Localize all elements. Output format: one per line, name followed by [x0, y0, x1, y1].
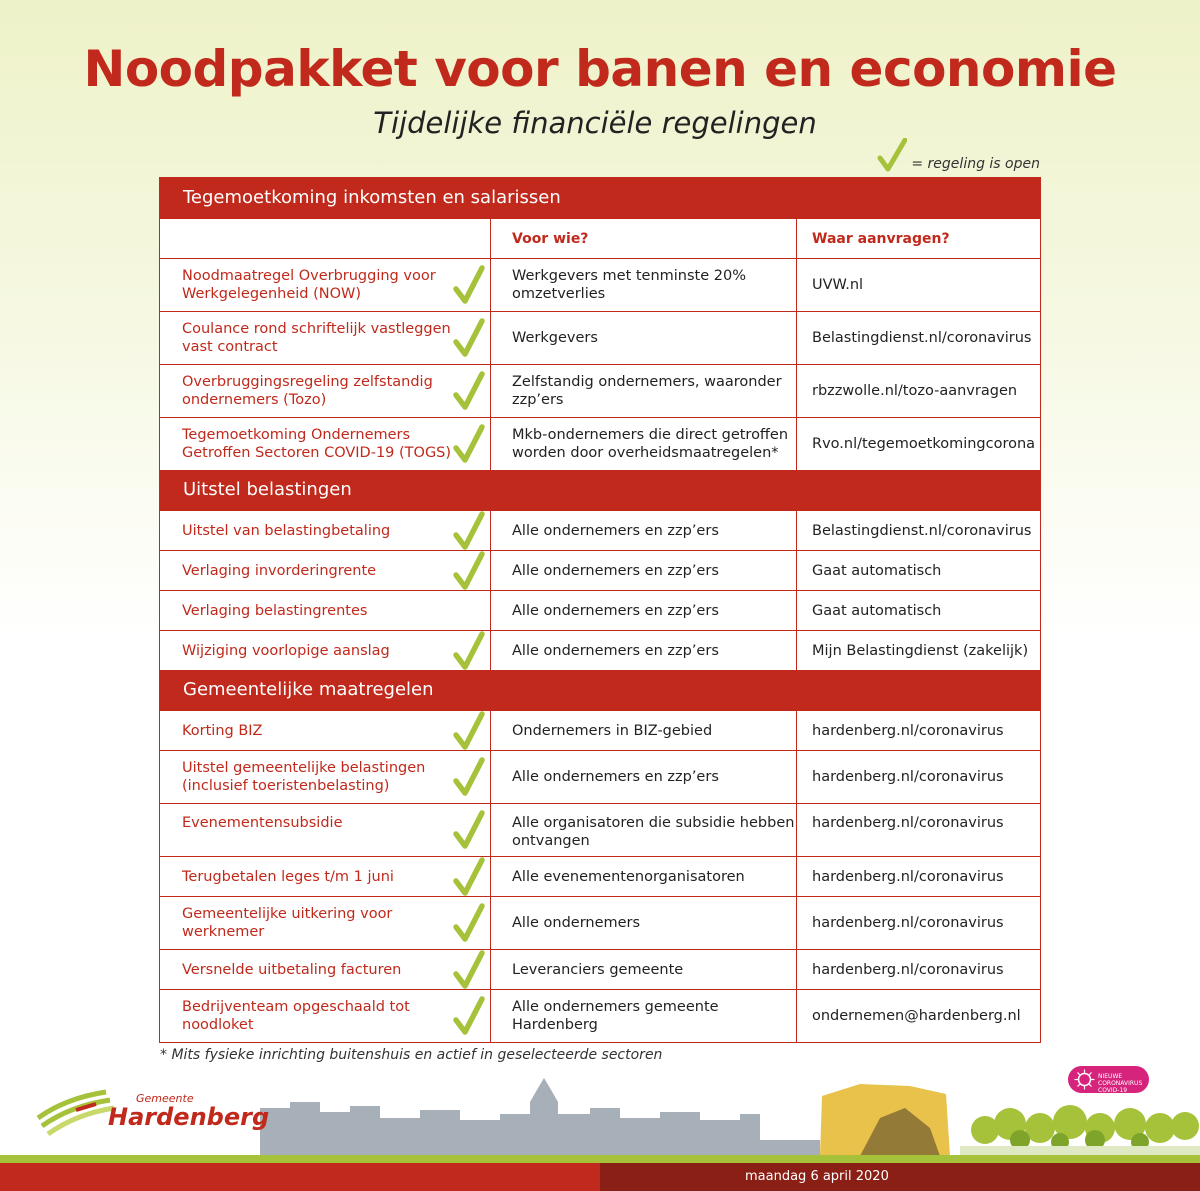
check-icon — [452, 995, 486, 1037]
voor-wie-cell: Alle ondernemers en zzp’ers — [491, 751, 797, 803]
voor-wie-cell: Leveranciers gemeente — [491, 950, 797, 989]
voor-wie-cell: Alle ondernemers — [491, 897, 797, 949]
table-row — [160, 590, 1040, 630]
regeling-cell — [160, 804, 491, 856]
badge-line1: NIEUWE — [1098, 1073, 1123, 1080]
table-row — [160, 803, 1040, 856]
table-row — [160, 550, 1040, 590]
regeling-name: Uitstel van belastingbetaling — [182, 522, 391, 539]
check-icon — [452, 510, 486, 552]
regeling-name: Wijziging voorlopige aanslag — [182, 642, 390, 659]
regeling-cell — [160, 990, 491, 1042]
page-title: Noodpakket voor banen en economie — [83, 40, 1117, 98]
voor-wie-cell: Werkgevers met tenminste 20% omzetverlies — [491, 259, 797, 311]
virus-icon — [1074, 1069, 1095, 1090]
table-row — [160, 417, 1040, 470]
check-icon — [452, 902, 486, 944]
regeling-cell — [160, 857, 491, 896]
regeling-cell — [160, 511, 491, 550]
voor-wie-cell: Alle ondernemers en zzp’ers — [491, 511, 797, 550]
regeling-cell — [160, 259, 491, 311]
regeling-name: Verlaging invorderingrente — [182, 562, 377, 579]
coronavirus-badge — [1068, 1066, 1149, 1093]
voor-wie-cell: Alle organisatoren die subsidie hebben ontvangen — [491, 804, 797, 856]
voor-wie-cell: Alle ondernemers en zzp’ers — [491, 551, 797, 590]
publication-date: maandag 6 april 2020 — [600, 1163, 1200, 1191]
voor-wie-cell: Ondernemers in BIZ-gebied — [491, 711, 797, 750]
voor-wie-cell: Alle evenementenorganisatoren — [491, 857, 797, 896]
regeling-cell — [160, 897, 491, 949]
table-row — [160, 896, 1040, 949]
voor-wie-cell: Alle ondernemers en zzp’ers — [491, 591, 797, 630]
table-row — [160, 856, 1040, 896]
check-icon — [452, 317, 486, 359]
section-header: Tegemoetkoming inkomsten en salarissen — [160, 178, 1040, 218]
hardenberg-logo — [36, 1088, 270, 1138]
waar-aanvragen-cell: hardenberg.nl/coronavirus — [812, 868, 1004, 885]
column-header-voor-wie: Voor wie? — [491, 219, 797, 258]
table-row — [160, 311, 1040, 364]
column-header-regeling — [160, 219, 491, 258]
regeling-name: Terugbetalen leges t/m 1 juni — [182, 868, 394, 885]
section-header: Gemeentelijke maatregelen — [160, 670, 1040, 710]
badge-line2: CORONAVIRUS — [1098, 1080, 1143, 1087]
regeling-cell — [160, 365, 491, 417]
regeling-cell — [160, 591, 491, 630]
footnote: * Mits fysieke inrichting buitenshuis en actief in geselecteerde sectoren — [160, 1047, 663, 1063]
waar-aanvragen-cell: hardenberg.nl/coronavirus — [812, 815, 1004, 831]
voor-wie-cell: Alle ondernemers gemeente Hardenberg — [491, 990, 797, 1042]
table-row — [160, 630, 1040, 670]
regeling-name: Overbruggingsregeling zelfstandig ondernemers (Tozo) — [182, 374, 433, 408]
check-icon — [452, 809, 486, 851]
regeling-cell — [160, 751, 491, 803]
regeling-name: Uitstel gemeentelijke belastingen (inclusief toeristenbelasting) — [182, 760, 426, 794]
check-icon — [452, 756, 486, 798]
regeling-name: Coulance rond schriftelijk vastleggen vast contract — [182, 321, 451, 355]
regeling-name: Verlaging belastingrentes — [182, 602, 368, 619]
column-header-waar: Waar aanvragen? — [812, 230, 950, 247]
badge-line3: COVID-19 — [1098, 1087, 1128, 1094]
check-icon — [452, 856, 486, 898]
waar-aanvragen-cell: Rvo.nl/tegemoetkomingcorona — [812, 436, 1036, 452]
logo-line1: Gemeente — [136, 1092, 194, 1105]
regeling-name: Noodmaatregel Overbrugging voor Werkgelegenheid (NOW) — [182, 268, 436, 302]
regeling-cell — [160, 312, 491, 364]
regeling-name: Korting BIZ — [182, 722, 263, 739]
check-icon — [452, 630, 486, 672]
regeling-name: Gemeentelijke uitkering voor werknemer — [182, 906, 393, 940]
voor-wie-cell: Mkb-ondernemers die direct getroffen worden door overheidsmaatregelen* — [491, 418, 797, 470]
regeling-cell — [160, 551, 491, 590]
waar-aanvragen-cell: Belastingdienst.nl/coronavirus — [812, 330, 1032, 346]
table-row — [160, 510, 1040, 550]
regeling-cell — [160, 950, 491, 989]
table-row — [160, 949, 1040, 989]
check-icon — [452, 370, 486, 412]
regeling-cell — [160, 711, 491, 750]
regeling-cell — [160, 631, 491, 670]
waar-aanvragen-cell: hardenberg.nl/coronavirus — [812, 722, 1004, 739]
check-icon — [452, 264, 486, 306]
logo-fields-icon — [36, 1088, 116, 1138]
table-row — [160, 364, 1040, 417]
table-row — [160, 989, 1040, 1042]
section-header: Uitstel belastingen — [160, 470, 1040, 510]
legend-text: = regeling is open — [911, 156, 1040, 172]
waar-aanvragen-cell: Mijn Belastingdienst (zakelijk) — [812, 642, 1029, 659]
waar-aanvragen-cell: Belastingdienst.nl/coronavirus — [812, 522, 1032, 539]
table-row — [160, 258, 1040, 311]
waar-aanvragen-cell: ondernemen@hardenberg.nl — [812, 1008, 1021, 1024]
waar-aanvragen-cell: hardenberg.nl/coronavirus — [812, 769, 1004, 785]
column-header-row — [160, 218, 1040, 258]
regeling-name: Evenementensubsidie — [182, 815, 343, 831]
regeling-cell — [160, 418, 491, 470]
check-icon — [452, 949, 486, 991]
regeling-name: Versnelde uitbetaling facturen — [182, 961, 402, 978]
check-icon — [452, 710, 486, 752]
check-icon — [452, 550, 486, 592]
waar-aanvragen-cell: hardenberg.nl/coronavirus — [812, 961, 1004, 978]
regeling-name: Bedrijventeam opgeschaald tot noodloket — [182, 999, 410, 1033]
table-row — [160, 750, 1040, 803]
table-row — [160, 710, 1040, 750]
regelingen-table — [159, 177, 1041, 1043]
voor-wie-cell: Alle ondernemers en zzp’ers — [491, 631, 797, 670]
logo-line2: Hardenberg — [108, 1103, 270, 1131]
regeling-name: Tegemoetkoming Ondernemers Getroffen Sectoren COVID-19 (TOGS) — [182, 427, 452, 461]
legend — [877, 138, 1040, 172]
page-subtitle: Tijdelijke financiële regelingen — [373, 106, 817, 140]
waar-aanvragen-cell: hardenberg.nl/coronavirus — [812, 915, 1004, 931]
voor-wie-cell: Werkgevers — [491, 312, 797, 364]
waar-aanvragen-cell: Gaat automatisch — [812, 602, 942, 619]
waar-aanvragen-cell: Gaat automatisch — [812, 562, 942, 579]
waar-aanvragen-cell: UVW.nl — [812, 277, 864, 293]
check-icon — [877, 138, 907, 172]
waar-aanvragen-cell: rbzzwolle.nl/tozo-aanvragen — [812, 383, 1018, 399]
footer-green-bar — [0, 1155, 1200, 1163]
voor-wie-cell: Zelfstandig ondernemers, waaronder zzp’ers — [491, 365, 797, 417]
check-icon — [452, 423, 486, 465]
